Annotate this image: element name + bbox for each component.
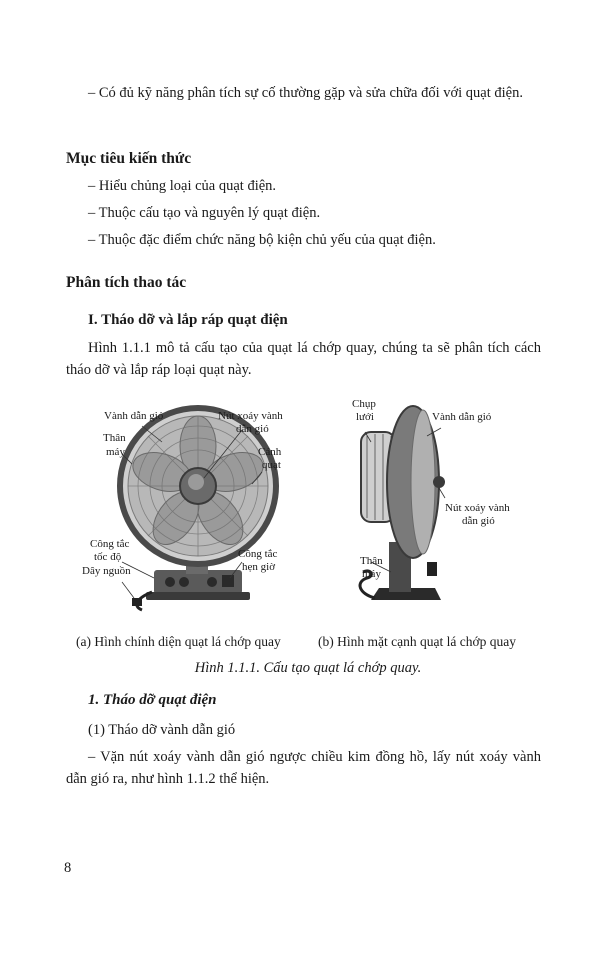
step-1-title: (1) Tháo dỡ vành dẫn gió	[88, 722, 236, 738]
analysis-heading: Phân tích thao tác	[66, 274, 187, 291]
label-a-body-line2: máy	[106, 446, 125, 458]
label-a-timer-line1: Công tắc	[238, 548, 278, 560]
label-a-body-line1: Thân	[103, 432, 126, 444]
label-a-speed-line1: Công tắc	[90, 538, 130, 550]
knowledge-heading: Mục tiêu kiến thức	[66, 150, 192, 167]
knowledge-item-1: – Hiểu chủng loại của quạt điện.	[88, 178, 277, 194]
label-a-speed-line2: tốc độ	[94, 551, 122, 563]
label-a-timer-line2: hẹn giờ	[242, 561, 276, 573]
label-a-cord: Dây nguồn	[82, 565, 131, 577]
label-b-body-line1: Thân	[360, 555, 383, 567]
knowledge-item-3: – Thuộc đặc điểm chức năng bộ kiện chủ yếu của quạt điện.	[88, 232, 436, 248]
label-b-knob-line2: dẫn gió	[462, 515, 495, 527]
intro-bullet: – Có đủ kỹ năng phân tích sự cố thường gặp và sửa chữa đối với quạt điện.	[88, 85, 523, 101]
label-a-blade-line2: quạt	[262, 459, 281, 471]
caption-a: (a) Hình chính diện quạt lá chớp quay	[76, 634, 281, 649]
label-a-knob-line1: Nút xoáy vành	[218, 410, 283, 422]
label-b-knob-line1: Nút xoáy vành	[445, 502, 510, 514]
step-1-text: – Vặn nút xoáy vành dẫn gió ngược chiều kim đồng hồ, lấy nút xoáy vành dẫn gió ra, như hình 1.1.2 thể hiện.	[66, 749, 541, 787]
label-b-guard-ring: Vành dẫn gió	[432, 411, 492, 423]
label-a-knob-line2: dẫn gió	[236, 423, 269, 435]
analysis-paragraph: Hình 1.1.1 mô tả cấu tạo của quạt lá chớp quay, chúng ta sẽ phân tích cách tháo dỡ và lắp ráp loại quạt này.	[66, 340, 541, 378]
page-number: 8	[64, 860, 72, 876]
caption-b: (b) Hình mặt cạnh quạt lá chớp quay	[318, 634, 516, 649]
knowledge-item-2: – Thuộc cấu tạo và nguyên lý quạt điện.	[88, 205, 321, 221]
label-b-grille-line2: lưới	[356, 411, 374, 423]
label-b-body-line2: máy	[362, 568, 381, 580]
label-a-guard-ring: Vành dẫn gió	[104, 410, 164, 422]
label-b-grille-line1: Chụp	[352, 398, 376, 410]
figure-caption: Hình 1.1.1. Cấu tạo quạt lá chớp quay.	[194, 660, 422, 676]
disassembly-heading: 1. Tháo dỡ quạt điện	[88, 692, 217, 708]
label-a-blade-line1: Cánh	[258, 446, 282, 458]
disassembly-section-title: I. Tháo dỡ và lắp ráp quạt điện	[88, 312, 288, 328]
